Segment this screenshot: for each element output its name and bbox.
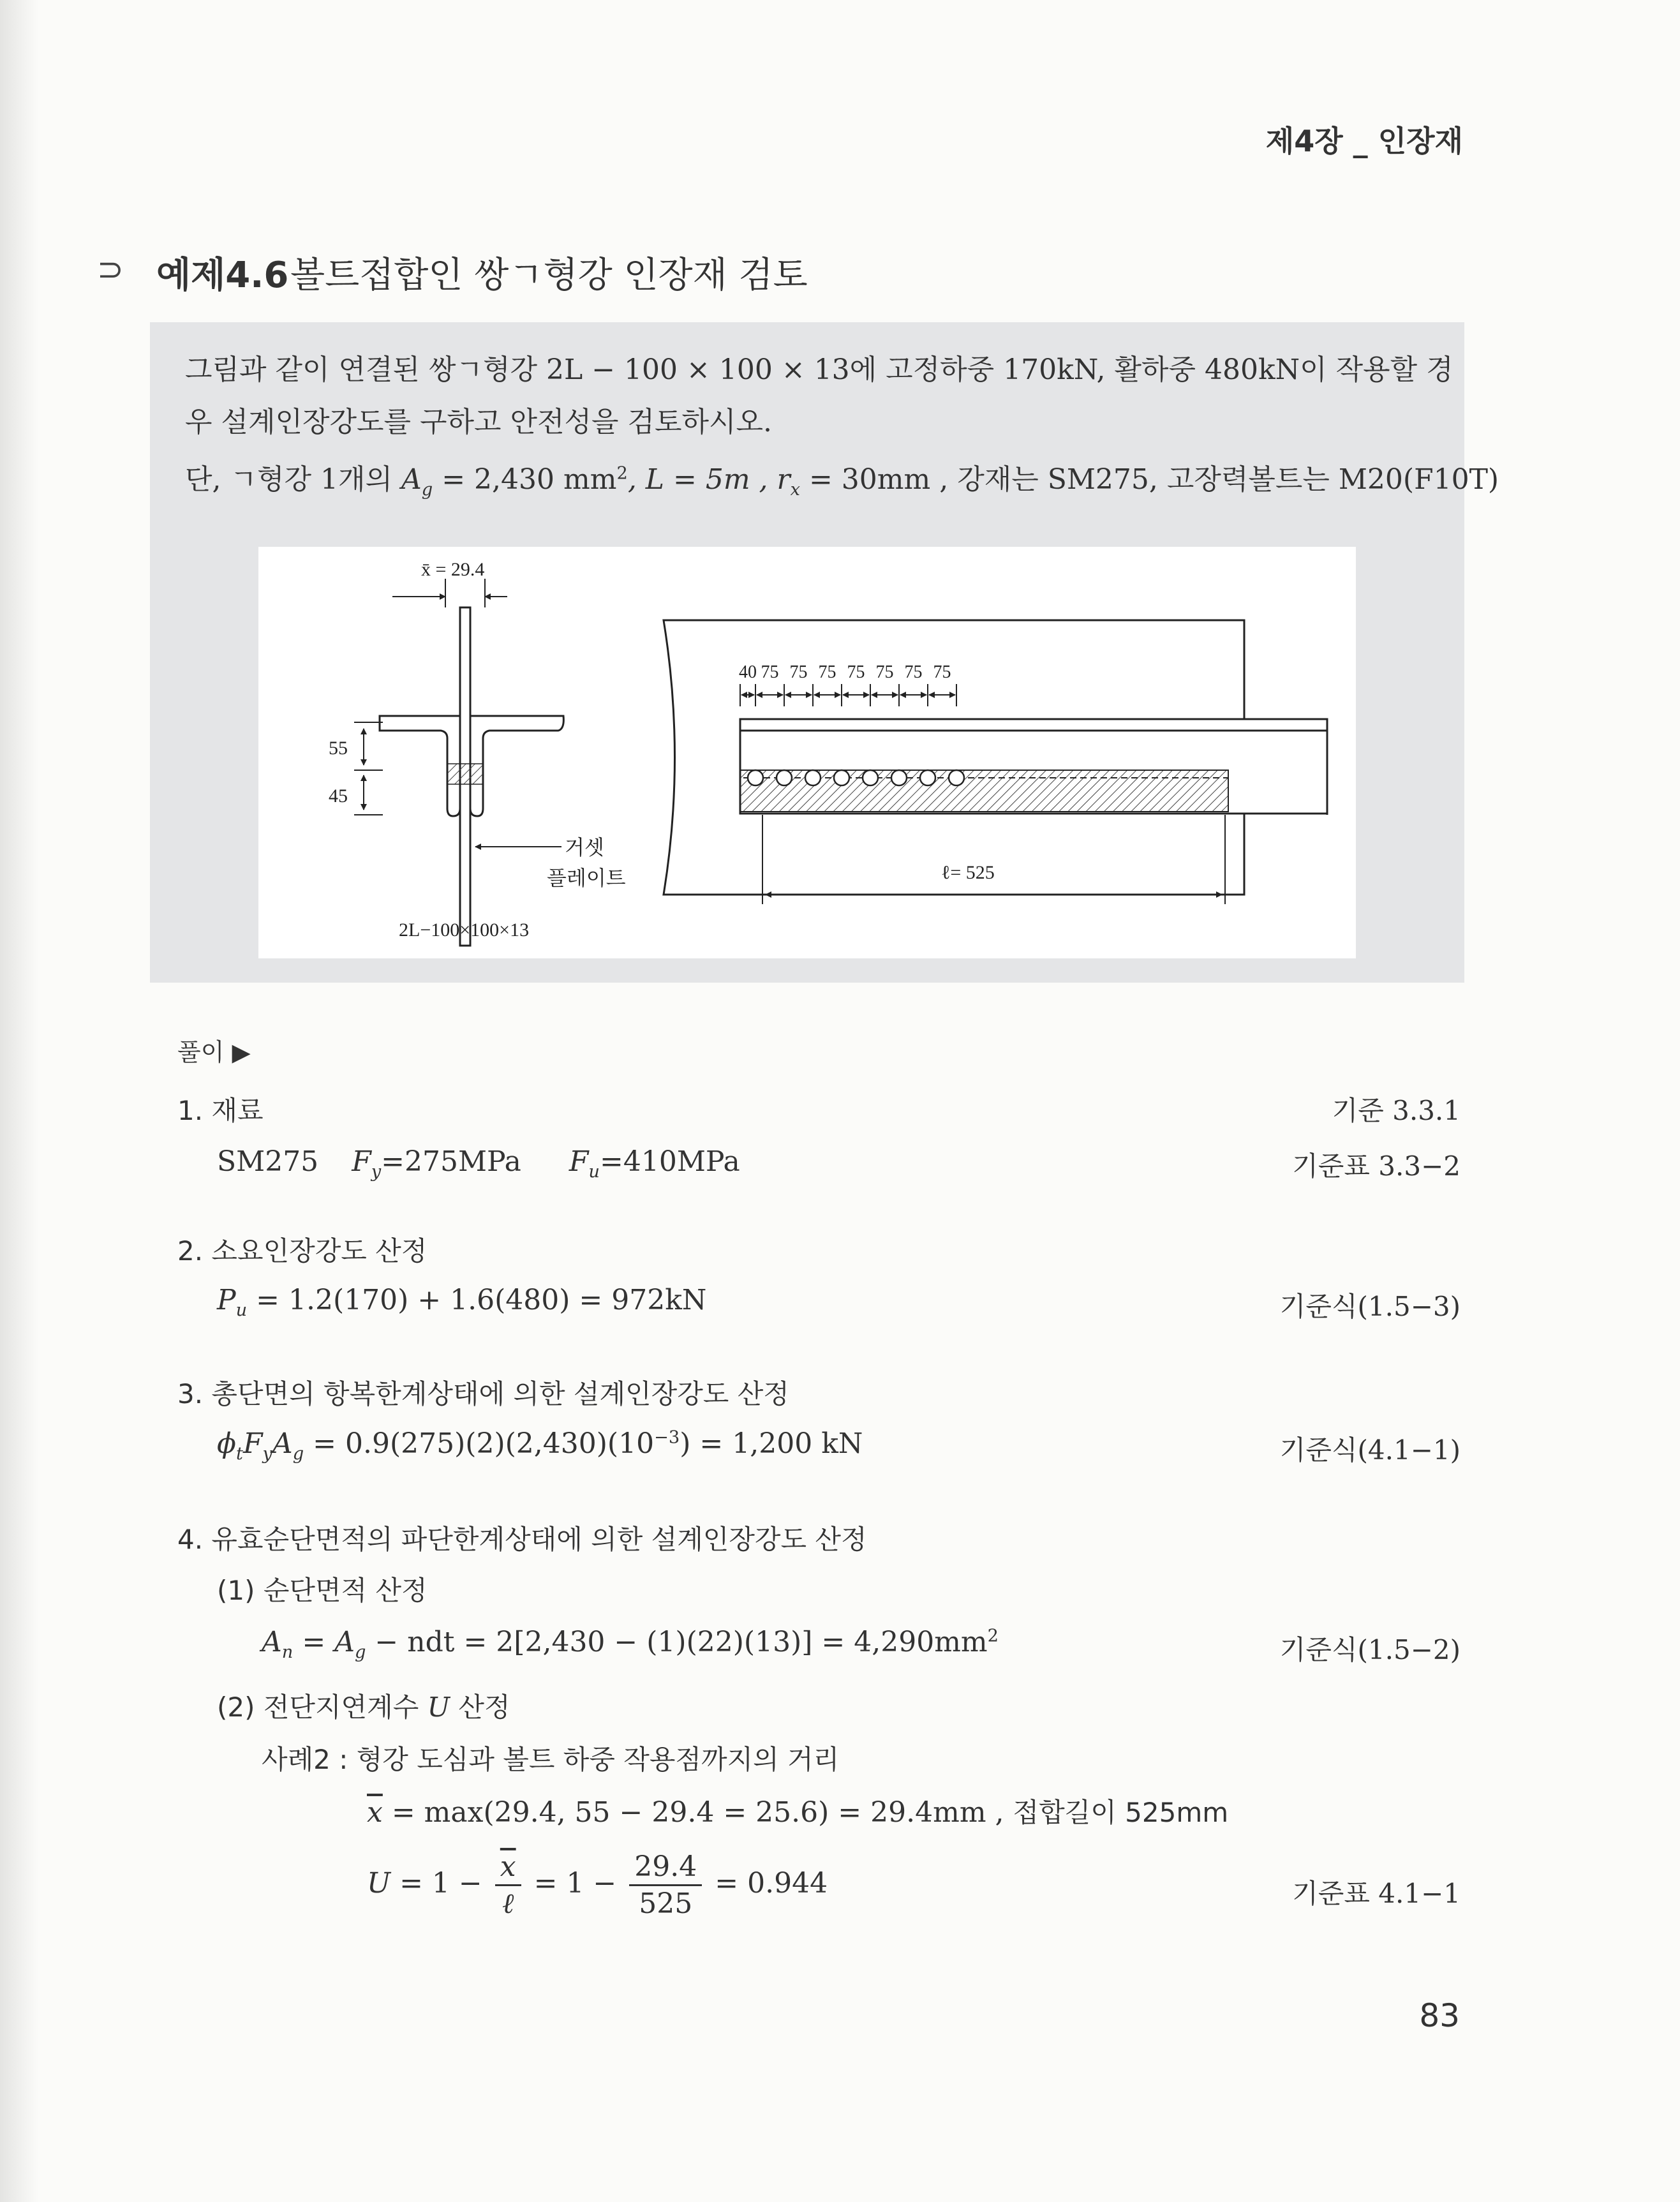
section-3-ref: 기준식(4.1−1) <box>1279 1434 1461 1466</box>
xbar-label: x̄ = 29.4 <box>421 559 485 580</box>
section-3-title: 3. 총단면의 항복한계상태에 의한 설계인장강도 산정 <box>177 1378 789 1410</box>
gusset-label-1: 거셋 <box>565 836 604 859</box>
spacing-label: 75 <box>761 662 779 682</box>
angle-flange <box>740 719 1327 731</box>
section-2-title: 2. 소요인장강도 산정 <box>177 1235 427 1267</box>
bolt-hole <box>748 770 763 785</box>
bolt-hole <box>920 770 935 785</box>
bolt-hole <box>834 770 849 785</box>
section-3-equation: $\phi_tF_yA_g = 0.9(275)(2)(2,430)(10^{-3}) = 1,200$ kN <box>217 1427 863 1464</box>
section-label: 2L−100×100×13 <box>399 919 530 941</box>
bolt-hole <box>891 770 907 785</box>
xbar-equation: $\overline{x} = \max(29.4$, 55 − 29.4 = 25.6) = 29.4mm , 접합길이 525mm <box>367 1796 1229 1829</box>
solution-label: 풀이 ▶ <box>177 1038 251 1066</box>
page-edge-shadow <box>0 0 38 2202</box>
section-4-sub-2: (2) 전단지연계수 U 산정 <box>217 1692 510 1723</box>
elevation-view <box>664 620 1327 904</box>
shear-lag-equation: U = 1 − $\frac{\overline{x}}{\text{ℓ}}$ = 1 − $\frac{29.4}{525}$ = 0.944 <box>367 1850 828 1920</box>
section-2-equation: $P_u = 1.2(170) + 1.6(480) = 972kN$ <box>217 1284 707 1320</box>
gusset-label-2: 플레이트 <box>547 867 626 889</box>
dim-45: 45 <box>329 785 348 807</box>
net-area-equation: $A_n = A_g$ − ndt = $2[2,430 - (1)(22)(13)] = 4,290mm^2$ <box>262 1626 999 1662</box>
section-1-ref: 기준 3.3.1 <box>1332 1095 1461 1126</box>
bolt-hole <box>805 770 821 785</box>
spacing-label: 75 <box>789 662 808 682</box>
section-4-ref-2: 기준표 4.1−1 <box>1292 1878 1461 1909</box>
spacing-label: 75 <box>904 662 923 682</box>
page-number: 83 <box>1419 1997 1460 2034</box>
running-header: 제4장 _ 인장재 <box>1265 124 1463 158</box>
problem-line-2: 우 설계인장강도를 구하고 안전성을 검토하시오. <box>185 406 773 438</box>
problem-box <box>150 322 1499 983</box>
example-title: 볼트접합인 쌍ㄱ형강 인장재 검토 <box>290 255 808 296</box>
spacing-label: 75 <box>818 662 836 682</box>
section-4-sub-1: (1) 순단면적 산정 <box>217 1575 427 1606</box>
section-1-material: SM275 $F_y=275MPa$ $F_u=410MPa$ <box>217 1145 740 1182</box>
example-number: 예제4.6 <box>156 255 289 296</box>
bolt-hole <box>777 770 792 785</box>
dim-55: 55 <box>329 738 348 759</box>
example-bullet-icon: ⊃ <box>97 251 124 288</box>
spacing-label: 75 <box>847 662 865 682</box>
spacing-label: 40 <box>739 662 757 682</box>
section-4-title: 4. 유효순단면적의 파단한계상태에 의한 설계인장강도 산정 <box>177 1524 867 1555</box>
right-angle <box>470 716 563 816</box>
section-4-ref-1: 기준식(1.5−2) <box>1279 1634 1461 1665</box>
problem-line-1: 그림과 같이 연결된 쌍ㄱ형강 2L − 100 × 100 × 13에 고정하중 170kN, 활하중 480kN이 작용할 경 <box>185 353 1453 386</box>
bolt-hole-hatch <box>447 764 483 784</box>
connection-figure <box>258 547 1356 958</box>
spacing-label: 75 <box>875 662 894 682</box>
bolt-hole <box>863 770 878 785</box>
section-2-ref: 기준식(1.5−3) <box>1279 1291 1461 1322</box>
section-1-ref-2: 기준표 3.3−2 <box>1292 1150 1461 1182</box>
length-label: ℓ= 525 <box>941 862 995 883</box>
bolt-hole <box>949 770 964 785</box>
problem-line-3: 단, ㄱ형강 1개의 $A_g = 2,430$ $mm^2$, L = 5m , $r_x = 30mm$ , 강재는 SM275, 고장력볼트는 M20(F10T) <box>185 463 1499 500</box>
figure-drawing <box>258 547 1356 958</box>
case-2-text: 사례2 : 형강 도심과 볼트 하중 작용점까지의 거리 <box>262 1744 840 1775</box>
section-1-title: 1. 재료 <box>177 1095 264 1126</box>
section-view <box>329 559 626 946</box>
spacing-label: 75 <box>933 662 951 682</box>
